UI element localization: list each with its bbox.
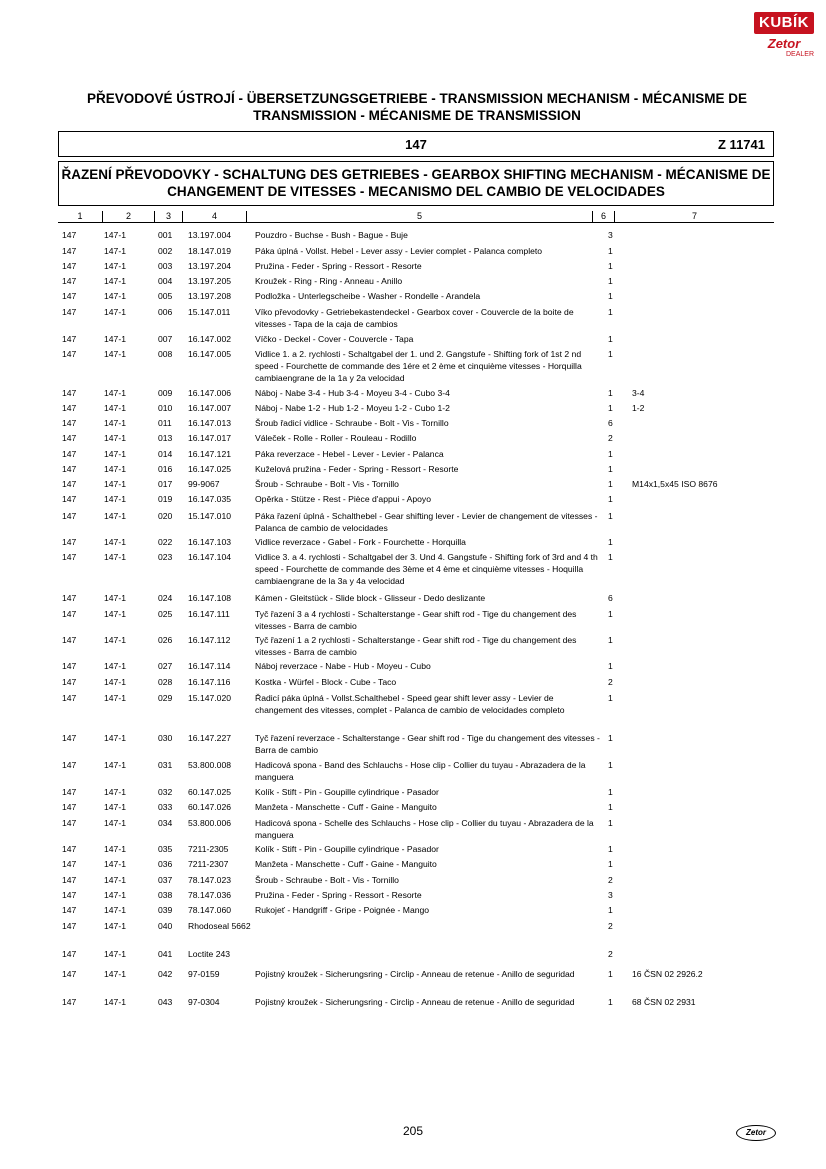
table-cell-col2: 147-1 [104,875,126,885]
table-cell-col5: Páka řazení úplná - Schalthebel - Gear shifting lever - Levier de changement de vitesses - Palanca de cambio de velocidades [255,511,598,533]
table-cell-col4: 15.147.010 [188,511,232,521]
logo-brand: KUBÍK [754,12,814,34]
table-cell-col5: Opěrka - Stütze - Rest - Pièce d'appui - Apoyo [255,494,431,504]
table-cell-col1: 147 [62,875,77,885]
table-cell-col5: Tyč řazení reverzace - Schalterstange - Gear shift rod - Tige du changement des vitesses - Barra de cambio [255,733,600,755]
table-cell-col2: 147-1 [104,261,126,271]
table-cell-col4: 16.147.005 [188,349,232,359]
table-cell-col4: 7211-2305 [188,844,229,854]
table-cell-col6: 1 [608,403,613,413]
table-cell-col6: 1 [608,334,613,344]
table-cell-col1: 147 [62,537,77,547]
table-cell-col2: 147-1 [104,464,126,474]
table-cell-col1: 147 [62,246,77,256]
group-number: 147 [405,137,427,152]
col-head-1: 1 [77,211,83,221]
table-cell-col6: 1 [608,859,613,869]
table-cell-col4: 16.147.007 [188,403,232,413]
table-cell-col2: 147-1 [104,307,126,317]
table-cell-col5: Kolík - Stift - Pin - Goupille cylindrique - Pasador [255,844,439,854]
table-cell-col3: 001 [158,230,173,240]
table-cell-col4: 16.147.227 [188,733,232,743]
table-cell-col1: 147 [62,334,77,344]
table-cell-col5: Kolík - Stift - Pin - Goupille cylindrique - Pasador [255,787,439,797]
table-cell-col4: 97-0159 [188,969,220,979]
table-cell-col2: 147-1 [104,291,126,301]
table-cell-col4: 53.800.008 [188,760,232,770]
table-cell-col1: 147 [62,787,77,797]
table-cell-col6: 1 [608,802,613,812]
table-cell-col3: 029 [158,693,173,703]
table-cell-col6: 6 [608,593,613,603]
table-cell-col6: 1 [608,291,613,301]
table-cell-col2: 147-1 [104,905,126,915]
table-cell-col1: 147 [62,677,77,687]
table-cell-col6: 6 [608,418,613,428]
table-cell-col3: 004 [158,276,173,286]
table-cell-col6: 1 [608,511,613,521]
table-cell-col5: Tyč řazení 3 a 4 rychlosti - Schalterstange - Gear shift rod - Tige du changement des vitesses - Barra de cambio [255,609,577,631]
table-cell-col7: 68 ČSN 02 2931 [632,997,696,1007]
table-cell-col5: Pružina - Feder - Spring - Ressort - Resorte [255,261,422,271]
table-cell-col2: 147-1 [104,537,126,547]
table-cell-col4: 13.197.004 [188,230,232,240]
table-cell-col6: 1 [608,479,613,489]
table-cell-col3: 011 [158,418,172,428]
table-cell-col4: 16.147.104 [188,552,232,562]
page-number: 205 [402,1124,424,1138]
table-cell-col1: 147 [62,733,77,743]
table-cell-col1: 147 [62,552,77,562]
table-cell-col1: 147 [62,418,77,428]
table-cell-col2: 147-1 [104,969,126,979]
table-cell-col3: 002 [158,246,173,256]
table-cell-col6: 3 [608,890,613,900]
table-cell-col2: 147-1 [104,949,126,959]
table-cell-col1: 147 [62,661,77,671]
table-cell-col3: 036 [158,859,173,869]
table-cell-col2: 147-1 [104,479,126,489]
table-cell-col1: 147 [62,890,77,900]
table-cell-col1: 147 [62,997,77,1007]
table-cell-col1: 147 [62,949,77,959]
table-cell-col4: 60.147.026 [188,802,232,812]
table-cell-col3: 020 [158,511,173,521]
table-cell-col5: Náboj reverzace - Nabe - Hub - Moyeu - Cubo [255,661,431,671]
table-cell-col1: 147 [62,230,77,240]
table-cell-col4: 16.147.017 [188,433,232,443]
table-cell-col5: Váleček - Rolle - Roller - Rouleau - Rodillo [255,433,417,443]
table-cell-col1: 147 [62,511,77,521]
table-cell-col2: 147-1 [104,693,126,703]
table-cell-col6: 1 [608,997,613,1007]
table-cell-col2: 147-1 [104,494,126,504]
table-cell-col4: 53.800.006 [188,818,232,828]
table-cell-col2: 147-1 [104,787,126,797]
table-cell-col3: 038 [158,890,173,900]
page-title: PŘEVODOVÉ ÚSTROJÍ - ÜBERSETZUNGSGETRIEBE - TRANSMISSION MECHANISM - MÉCANISME DE TRANSMISSION - MÉCANISME DE TRANSMISSION [86,91,748,123]
table-cell-col5: Šroub - Schraube - Bolt - Vis - Tornillo [255,479,399,489]
group-code: Z 11741 [718,137,765,152]
logo-sub: Zetor [767,36,801,51]
table-cell-col6: 1 [608,787,613,797]
table-cell-col1: 147 [62,307,77,317]
table-cell-col2: 147-1 [104,433,126,443]
table-cell-col2: 147-1 [104,449,126,459]
table-cell-col6: 1 [608,464,613,474]
table-cell-col3: 027 [158,661,173,671]
table-cell-col2: 147-1 [104,511,126,521]
table-cell-col6: 1 [608,494,613,504]
table-cell-col6: 2 [608,949,613,959]
table-cell-col6: 1 [608,818,613,828]
table-cell-col3: 026 [158,635,173,645]
table-cell-col6: 1 [608,844,613,854]
table-cell-col5: Vidlice reverzace - Gabel - Fork - Fourchette - Horquilla [255,537,466,547]
table-cell-col1: 147 [62,449,77,459]
table-cell-col4: 7211-2307 [188,859,229,869]
table-cell-col3: 031 [158,760,173,770]
table-cell-col3: 017 [158,479,173,489]
table-cell-col2: 147-1 [104,230,126,240]
table-cell-col5: Páka reverzace - Hebel - Lever - Levier - Palanca [255,449,444,459]
table-cell-col4: 15.147.011 [188,307,231,317]
table-cell-col2: 147-1 [104,677,126,687]
table-cell-col6: 1 [608,388,613,398]
table-cell-col2: 147-1 [104,760,126,770]
table-cell-col3: 035 [158,844,173,854]
col-head-5: 5 [246,211,592,222]
table-cell-col3: 014 [158,449,173,459]
table-cell-col2: 147-1 [104,661,126,671]
table-cell-col6: 1 [608,609,613,619]
col-head-6: 6 [592,211,614,222]
table-cell-col2: 147-1 [104,890,126,900]
table-cell-col4: 97-0304 [188,997,220,1007]
table-cell-col5: Manžeta - Manschette - Cuff - Gaine - Manguito [255,802,437,812]
table-cell-col2: 147-1 [104,552,126,562]
table-cell-col2: 147-1 [104,997,126,1007]
table-cell-col1: 147 [62,276,77,286]
table-cell-col3: 043 [158,997,173,1007]
table-cell-col2: 147-1 [104,609,126,619]
table-cell-col1: 147 [62,844,77,854]
table-cell-col3: 024 [158,593,173,603]
table-cell-col3: 023 [158,552,173,562]
table-cell-col4: 16.147.006 [188,388,232,398]
table-cell-col2: 147-1 [104,859,126,869]
table-cell-col1: 147 [62,905,77,915]
table-cell-col3: 016 [158,464,173,474]
table-cell-col5: Hadicová spona - Schelle des Schlauchs - Hose clip - Collier du tuyau - Abrazadera de la manguera [255,818,594,840]
table-cell-col2: 147-1 [104,593,126,603]
table-cell-col5: Pojistný kroužek - Sicherungsring - Circlip - Anneau de retenue - Anillo de seguridad [255,997,575,1007]
table-cell-col4: 16.147.114 [188,661,231,671]
table-cell-col5: Náboj - Nabe 1-2 - Hub 1-2 - Moyeu 1-2 - Cubo 1-2 [255,403,450,413]
table-cell-col2: 147-1 [104,818,126,828]
table-cell-col4: 16.147.002 [188,334,232,344]
table-cell-col5: Řadicí páka úplná - Vollst.Schalthebel - Speed gear shift lever assy - Levier de changement des vitesses, complet - Palanca de cambio de velocidades completo [255,693,565,715]
table-cell-col1: 147 [62,464,77,474]
table-cell-col5: Pojistný kroužek - Sicherungsring - Circlip - Anneau de retenue - Anillo de seguridad [255,969,575,979]
table-cell-col1: 147 [62,261,77,271]
table-cell-col1: 147 [62,859,77,869]
table-cell-col6: 1 [608,733,613,743]
table-cell-col3: 022 [158,537,173,547]
table-cell-col5: Kámen - Gleitstück - Slide block - Glisseur - Dedo deslizante [255,593,486,603]
table-cell-col4: 78.147.060 [188,905,232,915]
table-cell-col3: 033 [158,802,173,812]
col-head-3: 3 [154,211,182,222]
table-cell-col5: Vidlice 1. a 2. rychlosti - Schaltgabel der 1. und 2. Gangstufe - Shifting fork of 1st 2 nd speed - Fourchette de commande des 1ére et 2 ème et cinquième vitesses - Horquilla cambiaengrane de la 1a y 2a velocidad [255,349,582,383]
table-cell-col4: 13.197.205 [188,276,232,286]
table-cell-col3: 009 [158,388,173,398]
table-cell-col4: 60.147.025 [188,787,232,797]
table-cell-col6: 2 [608,677,613,687]
table-cell-col6: 3 [608,230,613,240]
table-cell-col6: 1 [608,969,613,979]
col-head-2: 2 [102,211,154,222]
table-cell-col6: 1 [608,246,613,256]
col-head-7: 7 [614,211,774,222]
table-cell-col2: 147-1 [104,844,126,854]
table-cell-col1: 147 [62,494,77,504]
table-cell-col3: 006 [158,307,173,317]
table-cell-col4: 16.147.013 [188,418,232,428]
table-cell-col6: 1 [608,349,613,359]
logo-note: DEALER [785,51,814,58]
table-cell-col4: 15.147.020 [188,693,232,703]
table-cell-col4: 16.147.025 [188,464,232,474]
table-cell-col6: 1 [608,905,613,915]
table-cell-col3: 028 [158,677,173,687]
table-cell-col4: 78.147.023 [188,875,232,885]
table-cell-col1: 147 [62,403,77,413]
table-cell-col4: 18.147.019 [188,246,232,256]
table-cell-col3: 037 [158,875,173,885]
table-cell-col3: 008 [158,349,173,359]
table-cell-col6: 1 [608,449,613,459]
table-cell-col6: 1 [608,307,613,317]
table-cell-col4: 16.147.111 [188,609,230,619]
table-cell-col5: Pružina - Feder - Spring - Ressort - Resorte [255,890,422,900]
table-cell-col6: 2 [608,433,613,443]
table-cell-col5: Pouzdro - Buchse - Bush - Bague - Buje [255,230,408,240]
table-cell-col2: 147-1 [104,921,126,931]
table-cell-col2: 147-1 [104,334,126,344]
table-cell-col2: 147-1 [104,418,126,428]
table-cell-col7: M14x1,5x45 ISO 8676 [632,479,718,489]
group-box [58,131,774,157]
table-cell-col1: 147 [62,479,77,489]
table-cell-col1: 147 [62,969,77,979]
column-header [58,211,774,223]
table-cell-col1: 147 [62,635,77,645]
table-cell-col5: Páka úplná - Vollst. Hebel - Lever assy - Levier complet - Palanca completo [255,246,543,256]
table-cell-col1: 147 [62,349,77,359]
table-cell-col6: 1 [608,276,613,286]
table-cell-col4: 16.147.035 [188,494,232,504]
table-cell-col4: 16.147.121 [188,449,232,459]
table-cell-col3: 041 [158,949,173,959]
table-cell-col5: Rukojeť - Handgriff - Gripe - Poignée - Mango [255,905,430,915]
table-cell-col4: 16.147.103 [188,537,232,547]
col-head-4: 4 [182,211,246,222]
table-cell-col7: 16 ČSN 02 2926.2 [632,969,703,979]
table-cell-col5: Vidlice 3. a 4. rychlosti - Schaltgabel der 3. Und 4. Gangstufe - Shifting fork of 3rd and 4 th speed - Fourchette de commande des 3ème et 4 ème et cinquième vitesses - Hoquilla cambiaengrane de la 3a y 4a velocidad [255,552,598,586]
table-cell-col5: Tyč řazení 1 a 2 rychlosti - Schalterstange - Gear shift rod - Tige du changement des vitesses - Barra de cambio [255,635,577,657]
table-cell-col4: 16.147.116 [188,677,231,687]
table-cell-col6: 1 [608,635,613,645]
kubik-zetor-logo [754,12,814,72]
table-cell-col5: Kostka - Würfel - Block - Cube - Taco [255,677,397,687]
table-cell-col6: 1 [608,552,613,562]
table-cell-col7: 1-2 [632,403,645,413]
table-cell-col4: 78.147.036 [188,890,232,900]
table-cell-col1: 147 [62,593,77,603]
table-cell-col5: Kuželová pružina - Feder - Spring - Ressort - Resorte [255,464,459,474]
table-cell-col1: 147 [62,291,77,301]
table-cell-col2: 147-1 [104,733,126,743]
table-cell-col1: 147 [62,760,77,770]
table-cell-col5: Hadicová spona - Band des Schlauchs - Hose clip - Collier du tuyau - Abrazadera de la manguera [255,760,586,782]
table-cell-col3: 025 [158,609,173,619]
table-cell-col5: Šroub - Schraube - Bolt - Vis - Tornillo [255,875,399,885]
table-cell-col3: 034 [158,818,173,828]
table-cell-col3: 040 [158,921,173,931]
section-title: ŘAZENÍ PŘEVODOVKY - SCHALTUNG DES GETRIEBES - GEARBOX SHIFTING MECHANISM - MÉCANISME DE CHANGEMENT DE VITESSES - MECANISMO DEL CAMBIO DE VELOCIDADES [58,161,774,206]
table-cell-col3: 030 [158,733,173,743]
table-cell-col4: Loctite 243 [188,949,231,959]
table-cell-col4: 99-9067 [188,479,220,489]
table-cell-col2: 147-1 [104,276,126,286]
table-cell-col2: 147-1 [104,403,126,413]
table-cell-col4: 13.197.208 [188,291,232,301]
table-cell-col7: 3-4 [632,388,645,398]
table-cell-col5: Víko převodovky - Getriebekastendeckel - Gearbox cover - Couvercle de la boite de vitesses - Tapa de la caja de cambios [255,307,574,329]
table-cell-col1: 147 [62,802,77,812]
table-cell-col6: 2 [608,921,613,931]
table-cell-col1: 147 [62,433,77,443]
table-cell-col5: Podložka - Unterlegscheibe - Washer - Rondelle - Arandela [255,291,481,301]
table-cell-col1: 147 [62,818,77,828]
table-cell-col1: 147 [62,693,77,703]
table-cell-col3: 032 [158,787,173,797]
table-cell-col5: Manžeta - Manschette - Cuff - Gaine - Manguito [255,859,437,869]
table-cell-col2: 147-1 [104,246,126,256]
table-cell-col5: Náboj - Nabe 3-4 - Hub 3-4 - Moyeu 3-4 - Cubo 3-4 [255,388,450,398]
table-cell-col6: 1 [608,661,613,671]
table-cell-col1: 147 [62,921,77,931]
table-cell-col6: 1 [608,760,613,770]
table-cell-col4: 13.197.204 [188,261,232,271]
table-cell-col4: 16.147.108 [188,593,232,603]
table-cell-col4: Rhodoseal 5662 [188,921,251,931]
table-cell-col3: 007 [158,334,173,344]
table-cell-col2: 147-1 [104,802,126,812]
table-cell-col6: 2 [608,875,613,885]
table-cell-col2: 147-1 [104,349,126,359]
table-cell-col3: 005 [158,291,173,301]
table-cell-col1: 147 [62,388,77,398]
table-cell-col6: 1 [608,261,613,271]
table-cell-col5: Šroub řadicí vidlice - Schraube - Bolt - Vis - Tornillo [255,418,449,428]
table-cell-col5: Kroužek - Ring - Ring - Anneau - Anillo [255,276,403,286]
table-cell-col3: 013 [158,433,173,443]
table-cell-col6: 1 [608,537,613,547]
zetor-footer-logo: Zetor [736,1125,776,1141]
table-cell-col3: 039 [158,905,173,915]
table-cell-col3: 042 [158,969,173,979]
table-cell-col3: 019 [158,494,173,504]
table-cell-col3: 010 [158,403,173,413]
table-cell-col4: 16.147.112 [188,635,231,645]
table-cell-col2: 147-1 [104,388,126,398]
table-cell-col3: 003 [158,261,173,271]
table-cell-col5: Víčko - Deckel - Cover - Couvercle - Tapa [255,334,414,344]
table-cell-col1: 147 [62,609,77,619]
table-cell-col2: 147-1 [104,635,126,645]
table-cell-col6: 1 [608,693,613,703]
